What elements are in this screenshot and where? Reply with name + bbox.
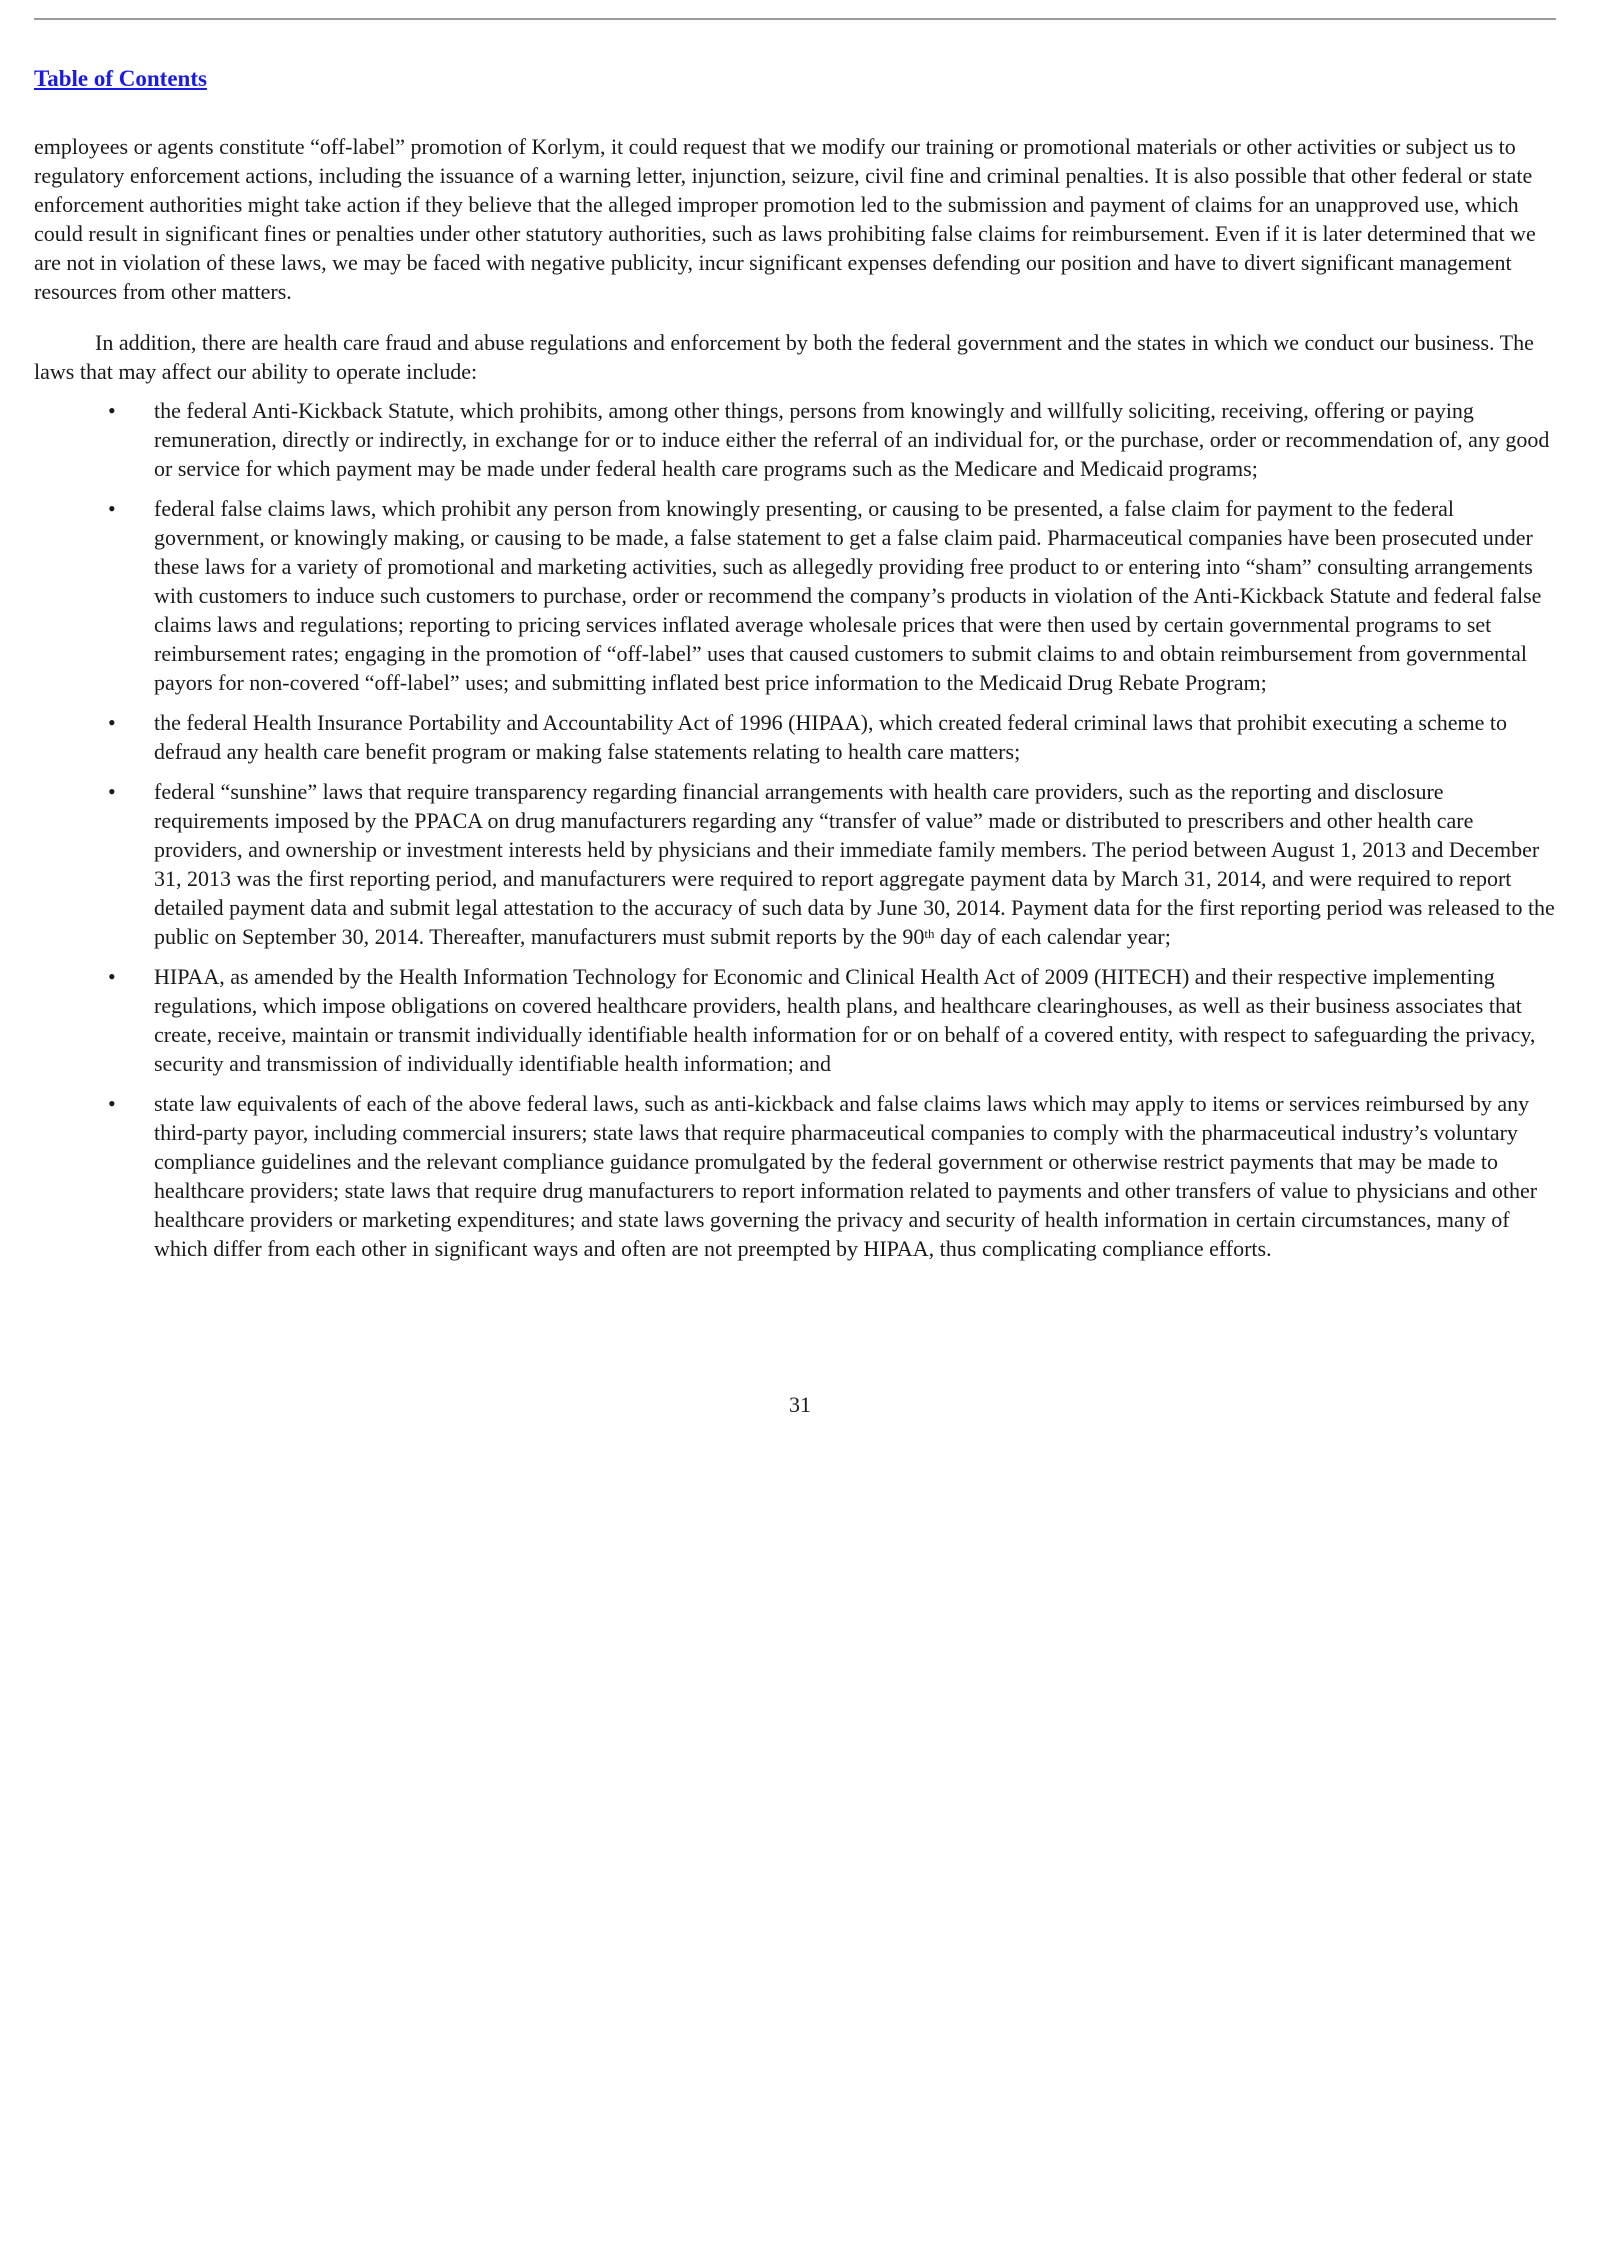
list-item-text: HIPAA, as amended by the Health Information Technology for Economic and Clinical Health Act of 2009 (HITECH) and their respective implementing regulations, which impose obligations on covered healthcare providers, health plans, and healthcare clearinghouses, as well as their business associates that create, receive, maintain or transmit individually identifiable health information for or on behalf of a covered entity, with respect to safeguarding the privacy, security and transmission of individually identifiable health information; and (154, 964, 1536, 1076)
bullet-icon: • (108, 710, 116, 735)
bullet-icon: • (108, 1091, 116, 1116)
list-item-anti-kickback (34, 396, 1558, 483)
ordinal-superscript: th (924, 926, 935, 941)
header-rule (34, 18, 1556, 20)
list-item-text: state law equivalents of each of the above federal laws, such as anti-kickback and false claims laws which may apply to items or services reimbursed by any third-party payor, including commercial insurers; state laws that require pharmaceutical companies to comply with the pharmaceutical industry’s voluntary compliance guidelines and the relevant compliance guidance promulgated by the federal government or otherwise restrict payments that may be made to healthcare providers; state laws that require drug manufacturers to report information related to payments and other transfers of value to physicians and other healthcare providers or marketing expenditures; and state laws governing the privacy and security of health information in certain circumstances, many of which differ from each other in significant ways and often are not preempted by HIPAA, thus complicating compliance efforts. (154, 1091, 1538, 1261)
list-item-text-main: federal “sunshine” laws that require transparency regarding financial arrangements with health care providers, such as the reporting and disclosure requirements imposed by the PPACA on drug manufacturers regarding any “transfer of value” made or distributed to prescribers and other health care providers, and ownership or investment interests held by physicians and their immediate family members. The period between August 1, 2013 and December 31, 2013 was the first reporting period, and manufacturers were required to report aggregate payment data by March 31, 2014, and were required to report detailed payment data and submit legal attestation to the accuracy of such data by June 30, 2014. Payment data for the first reporting period was released to the public on September 30, 2014. Thereafter, manufacturers must submit reports by the 90 (154, 779, 1555, 949)
list-item-state-laws (34, 1089, 1558, 1263)
laws-list (34, 396, 1558, 1263)
list-item-false-claims (34, 494, 1558, 697)
list-item-hipaa-1996 (34, 708, 1558, 766)
list-item-hitech (34, 962, 1558, 1078)
list-item-text: the federal Health Insurance Portability and Accountability Act of 1996 (HIPAA), which created federal criminal laws that prohibit executing a scheme to defraud any health care benefit program or making false statements relating to health care matters; (154, 710, 1507, 764)
list-item-sunshine-laws (34, 777, 1558, 951)
list-item-text: federal false claims laws, which prohibit any person from knowingly presenting, or causing to be presented, a false claim for payment to the federal government, or knowingly making, or causing to be made, a false statement to get a false claim paid. Pharmaceutical companies have been prosecuted under these laws for a variety of promotional and marketing activities, such as allegedly providing free product to or entering into “sham” consulting arrangements with customers to induce such customers to purchase, order or recommend the company’s products in violation of the Anti-Kickback Statute and federal false claims laws and regulations; reporting to pricing services inflated average wholesale prices that were then used by certain governmental programs to set reimbursement rates; engaging in the promotion of “off-label” uses that caused customers to submit claims to and obtain reimbursement from governmental payors for non-covered “off-label” uses; and submitting inflated best price information to the Medicaid Drug Rebate Program; (154, 496, 1542, 695)
page-body (34, 132, 1558, 1274)
bullet-icon: • (108, 779, 116, 804)
paragraph-laws-intro: In addition, there are health care fraud and abuse regulations and enforcement by both the federal government and the states in which we conduct our business. The laws that may affect our ability to operate include: (34, 330, 1534, 384)
page-number: 31 (789, 1392, 811, 1417)
bullet-icon: • (108, 398, 116, 423)
list-item-text: the federal Anti-Kickback Statute, which prohibits, among other things, persons from knowingly and willfully soliciting, receiving, offering or paying remuneration, directly or indirectly, in exchange for or to induce either the referral of an individual for, or the purchase, order or recommendation of, any good or service for which payment may be made under federal health care programs such as the Medicare and Medicaid programs; (154, 398, 1550, 481)
paragraph-continuation: employees or agents constitute “off-label” promotion of Korlym, it could request that we modify our training or promotional materials or other activities or subject us to regulatory enforcement actions, including the issuance of a warning letter, injunction, seizure, civil fine and criminal penalties. It is also possible that other federal or state enforcement authorities might take action if they believe that the alleged improper promotion led to the submission and payment of claims for an unapproved use, which could result in significant fines or penalties under other statutory authorities, such as laws prohibiting false claims for reimbursement. Even if it is later determined that we are not in violation of these laws, we may be faced with negative publicity, incur significant expenses defending our position and have to divert significant management resources from other matters. (34, 134, 1536, 304)
list-item-text (154, 779, 1555, 949)
table-of-contents-link[interactable]: Table of Contents (34, 66, 207, 91)
list-item-text-tail: day of each calendar year; (934, 924, 1171, 949)
bullet-icon: • (108, 496, 116, 521)
bullet-icon: • (108, 964, 116, 989)
